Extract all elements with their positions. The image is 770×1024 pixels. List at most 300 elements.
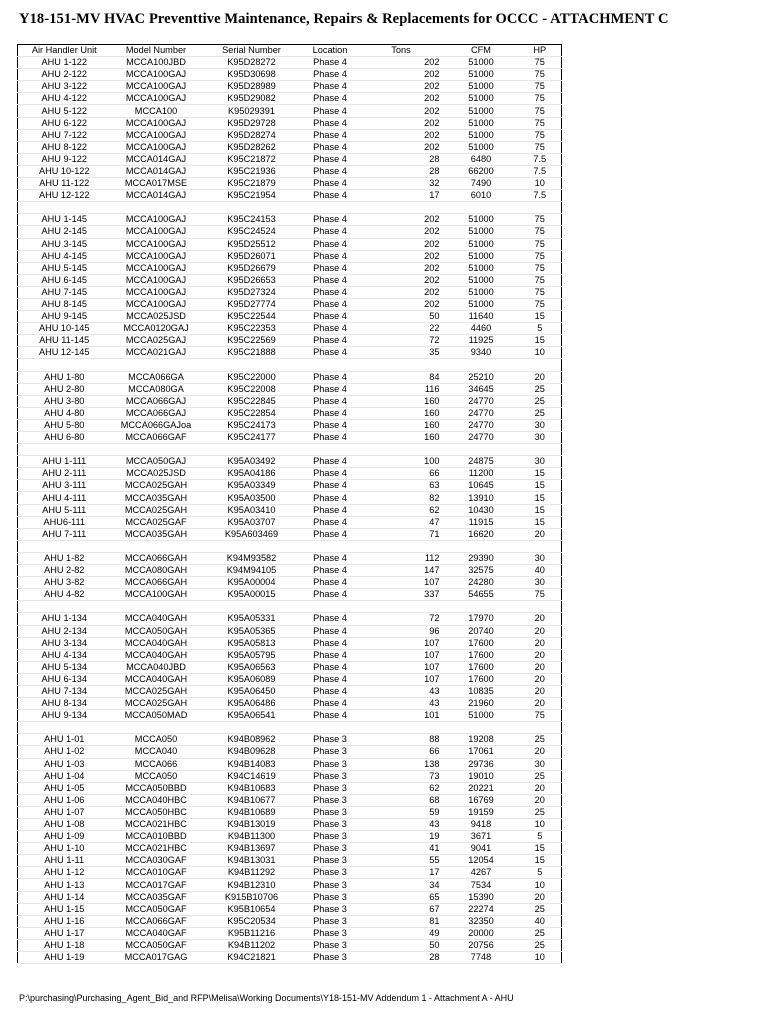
empty-cell (302, 722, 359, 734)
serial-number-cell: K95A06563 (202, 661, 302, 673)
serial-number-cell: K95A05365 (202, 625, 302, 637)
empty-cell (444, 359, 519, 371)
table-row (18, 855, 562, 867)
cfm-cell: 24280 (444, 577, 519, 589)
location-cell: Phase 4 (302, 419, 359, 431)
model-number-cell: MCCA100GAJ (111, 298, 202, 310)
air-handler-unit-cell: AHU 10-145 (18, 323, 111, 335)
location-cell: Phase 4 (302, 165, 359, 177)
table-row (18, 637, 562, 649)
tons-cell: 62 (359, 504, 444, 516)
table-header-row (18, 45, 562, 57)
hp-cell: 40 (519, 915, 562, 927)
location-cell: Phase 4 (302, 589, 359, 601)
empty-cell (359, 601, 444, 613)
model-number-cell: MCCA040GAH (111, 637, 202, 649)
table-row (18, 383, 562, 395)
model-number-cell: MCCA050GAF (111, 939, 202, 951)
hp-cell: 20 (519, 782, 562, 794)
location-cell: Phase 3 (302, 855, 359, 867)
location-cell: Phase 4 (302, 504, 359, 516)
hp-cell: 20 (519, 371, 562, 383)
hp-cell: 25 (519, 770, 562, 782)
location-cell: Phase 4 (302, 286, 359, 298)
serial-number-cell: K95D27774 (202, 298, 302, 310)
model-number-cell: MCCA100GAJ (111, 226, 202, 238)
empty-cell (359, 444, 444, 456)
cfm-cell: 24770 (444, 419, 519, 431)
hp-cell: 75 (519, 286, 562, 298)
table-row (18, 879, 562, 891)
cfm-cell: 17061 (444, 746, 519, 758)
model-number-cell: MCCA100GAJ (111, 141, 202, 153)
serial-number-cell: K94C21821 (202, 952, 302, 964)
cfm-cell: 22274 (444, 903, 519, 915)
hp-cell: 75 (519, 274, 562, 286)
air-handler-unit-cell: AHU 7-111 (18, 528, 111, 540)
location-cell: Phase 3 (302, 806, 359, 818)
cfm-cell: 15390 (444, 891, 519, 903)
location-cell: Phase 3 (302, 782, 359, 794)
table-row (18, 165, 562, 177)
serial-number-cell: K95D28274 (202, 129, 302, 141)
serial-number-cell: K95D26071 (202, 250, 302, 262)
empty-cell (202, 202, 302, 214)
cfm-cell: 16769 (444, 794, 519, 806)
location-cell: Phase 4 (302, 347, 359, 359)
model-number-cell: MCCA100GAJ (111, 81, 202, 93)
serial-number-cell: K95C21888 (202, 347, 302, 359)
air-handler-unit-cell: AHU 2-134 (18, 625, 111, 637)
hp-cell: 20 (519, 637, 562, 649)
hp-cell: 5 (519, 867, 562, 879)
serial-number-cell: K95C24173 (202, 419, 302, 431)
model-number-cell: MCCA100 (111, 105, 202, 117)
tons-cell: 62 (359, 782, 444, 794)
hp-cell: 20 (519, 794, 562, 806)
location-cell: Phase 4 (302, 407, 359, 419)
hp-cell: 25 (519, 927, 562, 939)
hp-cell: 25 (519, 395, 562, 407)
tons-cell: 202 (359, 250, 444, 262)
location-cell: Phase 4 (302, 153, 359, 165)
tons-cell: 107 (359, 577, 444, 589)
serial-number-cell: K95A00015 (202, 589, 302, 601)
table-row (18, 843, 562, 855)
model-number-cell: MCCA050BBD (111, 782, 202, 794)
table-row (18, 81, 562, 93)
cfm-cell: 51000 (444, 250, 519, 262)
cfm-cell: 32350 (444, 915, 519, 927)
model-number-cell: MCCA100GAJ (111, 262, 202, 274)
hp-cell: 7.5 (519, 190, 562, 202)
tons-cell: 107 (359, 673, 444, 685)
location-cell: Phase 4 (302, 298, 359, 310)
hp-cell: 5 (519, 323, 562, 335)
location-cell: Phase 3 (302, 746, 359, 758)
tons-cell: 59 (359, 806, 444, 818)
tons-cell: 337 (359, 589, 444, 601)
tons-cell: 55 (359, 855, 444, 867)
hp-cell: 30 (519, 552, 562, 564)
air-handler-unit-cell: AHU 1-13 (18, 879, 111, 891)
tons-cell: 28 (359, 952, 444, 964)
group-spacer-row (18, 540, 562, 552)
empty-cell (202, 722, 302, 734)
hp-cell: 75 (519, 250, 562, 262)
model-number-cell: MCCA025GAH (111, 504, 202, 516)
table-row (18, 746, 562, 758)
hp-cell: 25 (519, 903, 562, 915)
location-cell: Phase 3 (302, 758, 359, 770)
serial-number-cell: K95A03410 (202, 504, 302, 516)
location-cell: Phase 4 (302, 565, 359, 577)
empty-cell (18, 601, 111, 613)
table-row (18, 516, 562, 528)
hp-cell: 20 (519, 661, 562, 673)
serial-number-cell: K95A05795 (202, 649, 302, 661)
table-row (18, 492, 562, 504)
tons-cell: 88 (359, 734, 444, 746)
location-cell: Phase 4 (302, 456, 359, 468)
table-row (18, 661, 562, 673)
table-row (18, 335, 562, 347)
cfm-cell: 51000 (444, 262, 519, 274)
empty-cell (18, 202, 111, 214)
location-cell: Phase 4 (302, 492, 359, 504)
serial-number-cell: K95C24524 (202, 226, 302, 238)
air-handler-unit-cell: AHU 7-145 (18, 286, 111, 298)
model-number-cell: MCCA021GAJ (111, 347, 202, 359)
table-row (18, 903, 562, 915)
location-cell: Phase 4 (302, 262, 359, 274)
serial-number-cell: K95C24177 (202, 432, 302, 444)
table-row (18, 770, 562, 782)
location-cell: Phase 4 (302, 395, 359, 407)
serial-number-cell: K95C24153 (202, 214, 302, 226)
location-cell: Phase 4 (302, 105, 359, 117)
table-row (18, 226, 562, 238)
hp-cell: 75 (519, 93, 562, 105)
air-handler-unit-cell: AHU 12-145 (18, 347, 111, 359)
col-header-air-handler-unit: Air Handler Unit (18, 45, 111, 57)
air-handler-unit-cell: AHU 2-145 (18, 226, 111, 238)
table-row (18, 819, 562, 831)
group-spacer-row (18, 722, 562, 734)
cfm-cell: 20221 (444, 782, 519, 794)
table-row (18, 782, 562, 794)
model-number-cell: MCCA017GAG (111, 952, 202, 964)
location-cell: Phase 4 (302, 178, 359, 190)
hp-cell: 15 (519, 855, 562, 867)
air-handler-unit-cell: AHU 3-145 (18, 238, 111, 250)
tons-cell: 28 (359, 153, 444, 165)
cfm-cell: 20000 (444, 927, 519, 939)
empty-cell (444, 444, 519, 456)
model-number-cell: MCCA066GAJ (111, 407, 202, 419)
model-number-cell: MCCA050MAD (111, 710, 202, 722)
location-cell: Phase 3 (302, 734, 359, 746)
tons-cell: 202 (359, 298, 444, 310)
location-cell: Phase 4 (302, 371, 359, 383)
model-number-cell: MCCA100GAJ (111, 69, 202, 81)
air-handler-unit-cell: AHU 2-82 (18, 565, 111, 577)
cfm-cell: 51000 (444, 226, 519, 238)
table-row (18, 395, 562, 407)
model-number-cell: MCCA040GAH (111, 649, 202, 661)
cfm-cell: 24770 (444, 407, 519, 419)
tons-cell: 160 (359, 395, 444, 407)
location-cell: Phase 4 (302, 383, 359, 395)
ahu-table (17, 44, 562, 964)
table-row (18, 698, 562, 710)
cfm-cell: 51000 (444, 69, 519, 81)
table-row (18, 915, 562, 927)
serial-number-cell: K95C21872 (202, 153, 302, 165)
hp-cell: 5 (519, 831, 562, 843)
location-cell: Phase 3 (302, 843, 359, 855)
model-number-cell: MCCA050 (111, 770, 202, 782)
hp-cell: 75 (519, 117, 562, 129)
location-cell: Phase 4 (302, 117, 359, 129)
model-number-cell: MCCA025GAH (111, 698, 202, 710)
air-handler-unit-cell: AHU 3-134 (18, 637, 111, 649)
model-number-cell: MCCA100GAJ (111, 250, 202, 262)
empty-cell (302, 540, 359, 552)
hp-cell: 75 (519, 105, 562, 117)
empty-cell (519, 722, 562, 734)
empty-cell (519, 359, 562, 371)
serial-number-cell: K95D25512 (202, 238, 302, 250)
model-number-cell: MCCA066GA (111, 371, 202, 383)
tons-cell: 68 (359, 794, 444, 806)
cfm-cell: 34645 (444, 383, 519, 395)
cfm-cell: 51000 (444, 81, 519, 93)
air-handler-unit-cell: AHU 11-145 (18, 335, 111, 347)
table-row (18, 93, 562, 105)
serial-number-cell: K95D26653 (202, 274, 302, 286)
air-handler-unit-cell: AHU 1-08 (18, 819, 111, 831)
model-number-cell: MCCA035GAH (111, 492, 202, 504)
group-spacer-row (18, 202, 562, 214)
serial-number-cell: K94B08962 (202, 734, 302, 746)
table-row (18, 504, 562, 516)
cfm-cell: 51000 (444, 286, 519, 298)
serial-number-cell: K94M94105 (202, 565, 302, 577)
tons-cell: 202 (359, 141, 444, 153)
model-number-cell: MCCA100GAJ (111, 214, 202, 226)
cfm-cell: 9418 (444, 819, 519, 831)
cfm-cell: 24770 (444, 395, 519, 407)
hp-cell: 20 (519, 649, 562, 661)
hp-cell: 15 (519, 480, 562, 492)
tons-cell: 41 (359, 843, 444, 855)
cfm-cell: 29390 (444, 552, 519, 564)
table-row (18, 758, 562, 770)
col-header-tons: Tons (359, 45, 444, 57)
tons-cell: 63 (359, 480, 444, 492)
air-handler-unit-cell: AHU 3-122 (18, 81, 111, 93)
cfm-cell: 17600 (444, 661, 519, 673)
model-number-cell: MCCA040GAH (111, 613, 202, 625)
location-cell: Phase 4 (302, 81, 359, 93)
serial-number-cell: K95C22569 (202, 335, 302, 347)
tons-cell: 202 (359, 262, 444, 274)
empty-cell (18, 540, 111, 552)
location-cell: Phase 4 (302, 698, 359, 710)
hp-cell: 75 (519, 214, 562, 226)
table-row (18, 69, 562, 81)
location-cell: Phase 4 (302, 57, 359, 69)
model-number-cell: MCCA080GA (111, 383, 202, 395)
model-number-cell: MCCA100GAJ (111, 93, 202, 105)
air-handler-unit-cell: AHU 1-04 (18, 770, 111, 782)
serial-number-cell: K915B10706 (202, 891, 302, 903)
location-cell: Phase 4 (302, 577, 359, 589)
serial-number-cell: K95D29082 (202, 93, 302, 105)
serial-number-cell: K95C22353 (202, 323, 302, 335)
model-number-cell: MCCA040GAF (111, 927, 202, 939)
table-row (18, 323, 562, 335)
hp-cell: 75 (519, 81, 562, 93)
hp-cell: 15 (519, 468, 562, 480)
cfm-cell: 12054 (444, 855, 519, 867)
table-row (18, 250, 562, 262)
table-row (18, 153, 562, 165)
empty-cell (202, 601, 302, 613)
air-handler-unit-cell: AHU 1-19 (18, 952, 111, 964)
hp-cell: 10 (519, 178, 562, 190)
model-number-cell: MCCA100GAJ (111, 274, 202, 286)
model-number-cell: MCCA066GAH (111, 552, 202, 564)
cfm-cell: 16620 (444, 528, 519, 540)
table-row (18, 407, 562, 419)
cfm-cell: 24770 (444, 432, 519, 444)
serial-number-cell: K95C21936 (202, 165, 302, 177)
air-handler-unit-cell: AHU 4-80 (18, 407, 111, 419)
air-handler-unit-cell: AHU 1-134 (18, 613, 111, 625)
model-number-cell: MCCA010BBD (111, 831, 202, 843)
air-handler-unit-cell: AHU 8-134 (18, 698, 111, 710)
model-number-cell: MCCA025GAH (111, 685, 202, 697)
tons-cell: 107 (359, 637, 444, 649)
hp-cell: 10 (519, 347, 562, 359)
group-spacer-row (18, 601, 562, 613)
table-row (18, 141, 562, 153)
tons-cell: 49 (359, 927, 444, 939)
serial-number-cell: K95A04186 (202, 468, 302, 480)
serial-number-cell: K94B11300 (202, 831, 302, 843)
tons-cell: 84 (359, 371, 444, 383)
tons-cell: 100 (359, 456, 444, 468)
cfm-cell: 51000 (444, 214, 519, 226)
tons-cell: 19 (359, 831, 444, 843)
hp-cell: 20 (519, 746, 562, 758)
serial-number-cell: K94B14083 (202, 758, 302, 770)
air-handler-unit-cell: AHU 1-06 (18, 794, 111, 806)
table-row (18, 952, 562, 964)
location-cell: Phase 4 (302, 323, 359, 335)
cfm-cell: 17600 (444, 649, 519, 661)
serial-number-cell: K94M93582 (202, 552, 302, 564)
cfm-cell: 4267 (444, 867, 519, 879)
table-row (18, 734, 562, 746)
table-row (18, 178, 562, 190)
model-number-cell: MCCA066 (111, 758, 202, 770)
cfm-cell: 51000 (444, 117, 519, 129)
location-cell: Phase 4 (302, 311, 359, 323)
air-handler-unit-cell: AHU 1-145 (18, 214, 111, 226)
serial-number-cell: K95A03707 (202, 516, 302, 528)
hp-cell: 10 (519, 952, 562, 964)
table-row (18, 552, 562, 564)
hp-cell: 15 (519, 335, 562, 347)
empty-cell (519, 202, 562, 214)
serial-number-cell: K94B11202 (202, 939, 302, 951)
cfm-cell: 10645 (444, 480, 519, 492)
table-row (18, 891, 562, 903)
air-handler-unit-cell: AHU 3-82 (18, 577, 111, 589)
tons-cell: 202 (359, 57, 444, 69)
location-cell: Phase 4 (302, 250, 359, 262)
tons-cell: 72 (359, 335, 444, 347)
empty-cell (18, 722, 111, 734)
cfm-cell: 11200 (444, 468, 519, 480)
group-spacer-row (18, 359, 562, 371)
empty-cell (444, 722, 519, 734)
serial-number-cell: K95D29728 (202, 117, 302, 129)
air-handler-unit-cell: AHU 2-80 (18, 383, 111, 395)
tons-cell: 50 (359, 939, 444, 951)
cfm-cell: 51000 (444, 93, 519, 105)
serial-number-cell: K95C21879 (202, 178, 302, 190)
model-number-cell: MCCA100GAJ (111, 129, 202, 141)
tons-cell: 96 (359, 625, 444, 637)
table-row (18, 794, 562, 806)
model-number-cell: MCCA025JSD (111, 468, 202, 480)
serial-number-cell: K94B11292 (202, 867, 302, 879)
table-row (18, 867, 562, 879)
serial-number-cell: K95A03500 (202, 492, 302, 504)
cfm-cell: 51000 (444, 129, 519, 141)
serial-number-cell: K94B09628 (202, 746, 302, 758)
hp-cell: 7.5 (519, 153, 562, 165)
empty-cell (202, 540, 302, 552)
cfm-cell: 6480 (444, 153, 519, 165)
air-handler-unit-cell: AHU 1-12 (18, 867, 111, 879)
cfm-cell: 7534 (444, 879, 519, 891)
table-row (18, 456, 562, 468)
serial-number-cell: K94B10689 (202, 806, 302, 818)
col-header-location: Location (302, 45, 359, 57)
tons-cell: 160 (359, 432, 444, 444)
air-handler-unit-cell: AHU 7-122 (18, 129, 111, 141)
table-row (18, 105, 562, 117)
empty-cell (359, 359, 444, 371)
location-cell: Phase 3 (302, 831, 359, 843)
model-number-cell: MCCA014GAJ (111, 153, 202, 165)
cfm-cell: 10835 (444, 685, 519, 697)
serial-number-cell: K95C22000 (202, 371, 302, 383)
empty-cell (519, 444, 562, 456)
location-cell: Phase 4 (302, 613, 359, 625)
serial-number-cell: K95A05331 (202, 613, 302, 625)
location-cell: Phase 4 (302, 552, 359, 564)
location-cell: Phase 3 (302, 879, 359, 891)
table-row (18, 939, 562, 951)
model-number-cell: MCCA030GAF (111, 855, 202, 867)
location-cell: Phase 4 (302, 214, 359, 226)
